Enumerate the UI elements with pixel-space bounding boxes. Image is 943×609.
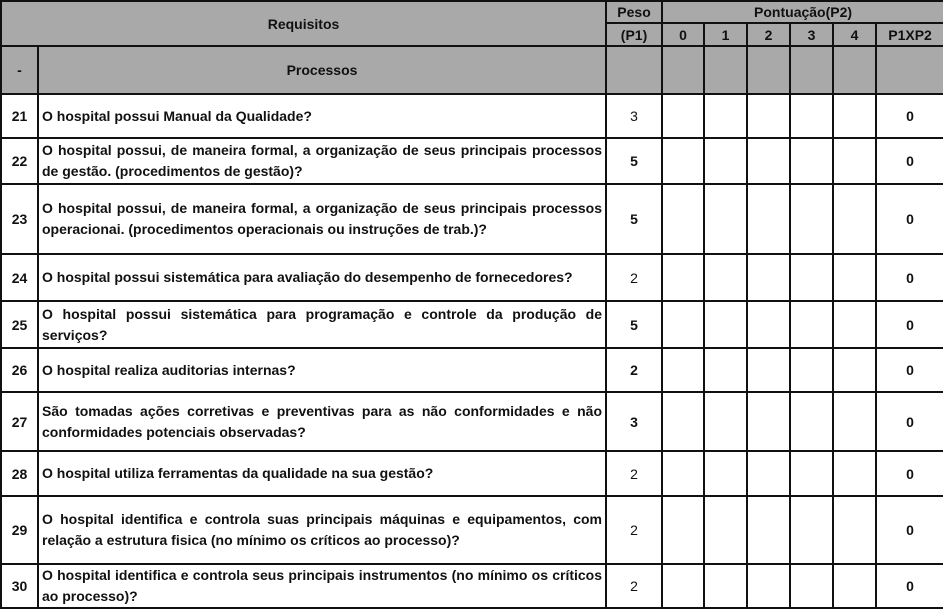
- score-cell-2[interactable]: [747, 301, 790, 348]
- score-cell-4[interactable]: [833, 301, 876, 348]
- score-cell-1[interactable]: [704, 348, 747, 392]
- requirement-text: O hospital possui sistemática para programação e controle da produção de serviços?: [38, 301, 606, 348]
- product-value: 0: [876, 451, 943, 496]
- score-cell-3[interactable]: [790, 564, 833, 608]
- score-cell-0[interactable]: [662, 496, 704, 564]
- score-cell-0[interactable]: [662, 138, 704, 184]
- score-cell-4[interactable]: [833, 348, 876, 392]
- score-cell-4[interactable]: [833, 254, 876, 301]
- row-number: 30: [1, 564, 38, 608]
- table-row: [1, 254, 943, 301]
- score-cell-1[interactable]: [704, 184, 747, 254]
- product-value: 0: [876, 254, 943, 301]
- score-cell-1[interactable]: [704, 496, 747, 564]
- requirement-text: São tomadas ações corretivas e preventivas para as não conformidades e não conformidades potenciais observadas?: [38, 392, 606, 451]
- product-value: 0: [876, 496, 943, 564]
- table-row: [1, 564, 943, 608]
- score-cell-3[interactable]: [790, 392, 833, 451]
- score-cell-2[interactable]: [747, 496, 790, 564]
- score-cell-1[interactable]: [704, 392, 747, 451]
- product-value: 0: [876, 138, 943, 184]
- score-cell-3[interactable]: [790, 301, 833, 348]
- peso-value: 2: [606, 348, 662, 392]
- peso-value: 5: [606, 184, 662, 254]
- product-value: 0: [876, 564, 943, 608]
- requirement-text: O hospital possui, de maneira formal, a organização de seus principais processos de gestão. (procedimentos de gestão)?: [38, 138, 606, 184]
- requirement-text: O hospital realiza auditorias internas?: [38, 348, 606, 392]
- product-value: 0: [876, 184, 943, 254]
- row-number: 28: [1, 451, 38, 496]
- score-cell-3[interactable]: [790, 348, 833, 392]
- score-cell-1[interactable]: [704, 254, 747, 301]
- score-cell-3[interactable]: [790, 94, 833, 138]
- header-product: P1XP2: [876, 23, 943, 46]
- score-cell-2[interactable]: [747, 451, 790, 496]
- score-cell-1[interactable]: [704, 451, 747, 496]
- score-cell-2[interactable]: [747, 138, 790, 184]
- score-cell-3[interactable]: [790, 254, 833, 301]
- score-cell-4[interactable]: [833, 138, 876, 184]
- peso-value: 2: [606, 496, 662, 564]
- header-score-4: 4: [833, 23, 876, 46]
- score-cell-3[interactable]: [790, 451, 833, 496]
- table-row: [1, 392, 943, 451]
- empty-cell: [606, 46, 662, 94]
- header-pontuacao: Pontuação(P2): [662, 1, 943, 23]
- header-peso: Peso: [606, 1, 662, 23]
- header-score-2: 2: [747, 23, 790, 46]
- score-cell-0[interactable]: [662, 184, 704, 254]
- score-cell-0[interactable]: [662, 392, 704, 451]
- peso-value: 5: [606, 301, 662, 348]
- peso-value: 3: [606, 392, 662, 451]
- peso-value: 2: [606, 451, 662, 496]
- header-score-3: 3: [790, 23, 833, 46]
- score-cell-0[interactable]: [662, 301, 704, 348]
- product-value: 0: [876, 94, 943, 138]
- score-cell-1[interactable]: [704, 564, 747, 608]
- peso-value: 3: [606, 94, 662, 138]
- requirement-text: O hospital utiliza ferramentas da qualidade na sua gestão?: [38, 451, 606, 496]
- score-cell-0[interactable]: [662, 254, 704, 301]
- peso-value: 2: [606, 564, 662, 608]
- row-number: 21: [1, 94, 38, 138]
- requirement-text: O hospital possui, de maneira formal, a organização de seus principais processos operacionai. (procedimentos operacionais ou instruções de trab.)?: [38, 184, 606, 254]
- score-cell-4[interactable]: [833, 496, 876, 564]
- table-row: [1, 138, 943, 184]
- score-cell-2[interactable]: [747, 348, 790, 392]
- score-cell-3[interactable]: [790, 496, 833, 564]
- score-cell-1[interactable]: [704, 301, 747, 348]
- row-number: 27: [1, 392, 38, 451]
- score-cell-0[interactable]: [662, 564, 704, 608]
- requirement-text: O hospital possui sistemática para avaliação do desempenho de fornecedores?: [38, 254, 606, 301]
- section-marker: -: [1, 46, 38, 94]
- header-requisitos: Requisitos: [1, 1, 606, 46]
- table-row: [1, 496, 943, 564]
- row-number: 23: [1, 184, 38, 254]
- row-number: 22: [1, 138, 38, 184]
- row-number: 26: [1, 348, 38, 392]
- empty-cell: [747, 46, 790, 94]
- header-peso-p1: (P1): [606, 23, 662, 46]
- row-number: 24: [1, 254, 38, 301]
- score-cell-3[interactable]: [790, 184, 833, 254]
- score-cell-2[interactable]: [747, 564, 790, 608]
- score-cell-2[interactable]: [747, 184, 790, 254]
- empty-cell: [704, 46, 747, 94]
- section-title: Processos: [38, 46, 606, 94]
- row-number: 29: [1, 496, 38, 564]
- product-value: 0: [876, 301, 943, 348]
- table-row: [1, 94, 943, 138]
- score-cell-2[interactable]: [747, 392, 790, 451]
- table-row: [1, 451, 943, 496]
- score-cell-4[interactable]: [833, 184, 876, 254]
- header-score-1: 1: [704, 23, 747, 46]
- score-cell-0[interactable]: [662, 94, 704, 138]
- table-row: [1, 301, 943, 348]
- peso-value: 5: [606, 138, 662, 184]
- empty-cell: [790, 46, 833, 94]
- section-row: [1, 46, 943, 94]
- requirement-text: O hospital identifica e controla suas principais máquinas e equipamentos, com relação a estrutura fisica (no mínimo os críticos ao processo)?: [38, 496, 606, 564]
- score-cell-0[interactable]: [662, 451, 704, 496]
- table-row: [1, 184, 943, 254]
- row-number: 25: [1, 301, 38, 348]
- score-cell-1[interactable]: [704, 138, 747, 184]
- table-row: [1, 348, 943, 392]
- product-value: 0: [876, 392, 943, 451]
- score-cell-4[interactable]: [833, 564, 876, 608]
- score-cell-4[interactable]: [833, 392, 876, 451]
- score-cell-2[interactable]: [747, 94, 790, 138]
- empty-cell: [662, 46, 704, 94]
- score-cell-4[interactable]: [833, 94, 876, 138]
- product-value: 0: [876, 348, 943, 392]
- score-cell-0[interactable]: [662, 348, 704, 392]
- score-cell-2[interactable]: [747, 254, 790, 301]
- peso-value: 2: [606, 254, 662, 301]
- score-cell-1[interactable]: [704, 94, 747, 138]
- score-cell-3[interactable]: [790, 138, 833, 184]
- empty-cell: [833, 46, 876, 94]
- requirement-text: O hospital identifica e controla seus principais instrumentos (no mínimo os críticos ao processo)?: [38, 564, 606, 608]
- requirement-text: O hospital possui Manual da Qualidade?: [38, 94, 606, 138]
- score-cell-4[interactable]: [833, 451, 876, 496]
- empty-cell: [876, 46, 943, 94]
- header-score-0: 0: [662, 23, 704, 46]
